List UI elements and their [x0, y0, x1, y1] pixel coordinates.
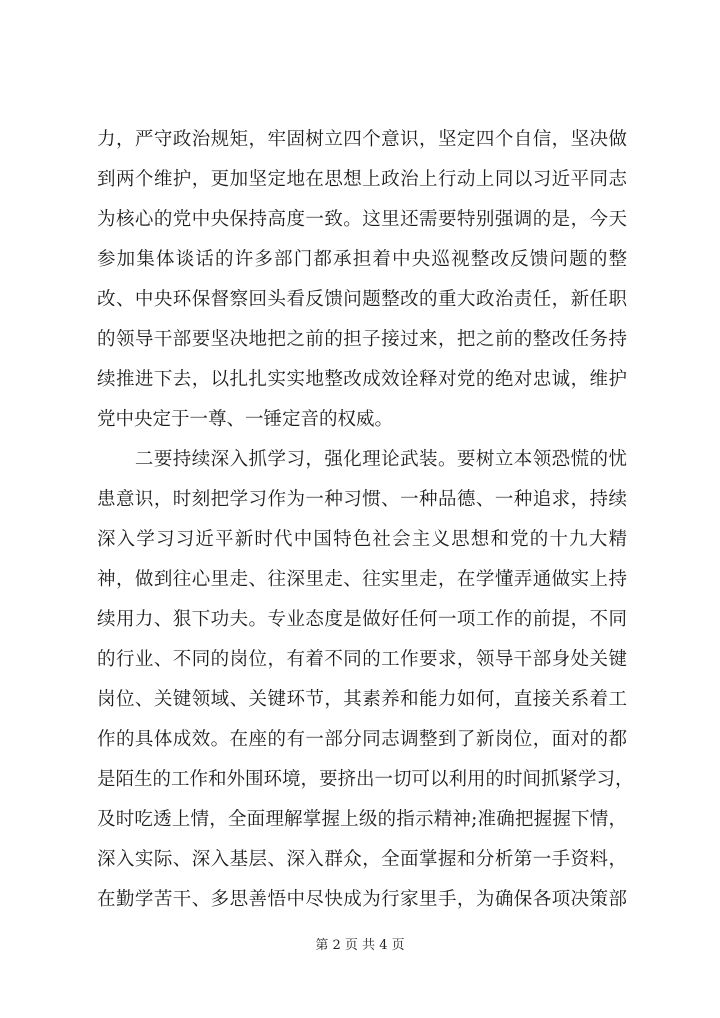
text-line: 岗位、关键领域、关键环节，其素养和能力如何，直接关系着工	[97, 689, 627, 710]
text-line: 力，严守政治规矩，牢固树立四个意识，坚定四个自信，坚决做	[97, 129, 627, 150]
text-line: 患意识，时刻把学习作为一种习惯、一种品德、一种追求，持续	[97, 489, 627, 510]
text-line: 神，做到往心里走、往深里走、往实里走，在学懂弄通做实上持	[97, 569, 627, 590]
text-line: 续推进下去，以扎扎实实地整改成效诠释对党的绝对忠诚，维护	[97, 369, 627, 390]
paragraph-start-line: 二要持续深入抓学习，强化理论武装。要树立本领恐慌的忧	[97, 449, 627, 470]
text-line: 及时吃透上情，全面理解掌握上级的指示精神;准确把握握下情，	[97, 809, 627, 830]
text-line: 的行业、不同的岗位，有着不同的工作要求，领导干部身处关键	[97, 649, 627, 670]
text-line: 的领导干部要坚决地把之前的担子接过来，把之前的整改任务持	[97, 329, 627, 350]
text-line: 是陌生的工作和外围环境，要挤出一切可以利用的时间抓紧学习，	[97, 769, 634, 790]
text-line: 在勤学苦干、多思善悟中尽快成为行家里手，为确保各项决策部	[97, 889, 627, 910]
text-line: 续用力、狠下功夫。专业态度是做好任何一项工作的前提，不同	[97, 609, 627, 630]
text-line: 党中央定于一尊、一锤定音的权威。	[97, 409, 394, 430]
text-line: 深入学习习近平新时代中国特色社会主义思想和党的十九大精	[97, 529, 627, 550]
text-line: 参加集体谈话的许多部门都承担着中央巡视整改反馈问题的整	[97, 249, 627, 270]
text-line: 作的具体成效。在座的有一部分同志调整到了新岗位，面对的都	[97, 729, 627, 750]
text-line: 为核心的党中央保持高度一致。这里还需要特别强调的是，今天	[97, 209, 627, 230]
text-line: 深入实际、深入基层、深入群众，全面掌握和分析第一手资料，	[97, 849, 627, 870]
text-line: 改、中央环保督察回头看反馈问题整改的重大政治责任，新任职	[97, 289, 627, 310]
page-footer: 第 2 页 共 4 页	[315, 938, 405, 953]
text-line: 到两个维护，更加坚定地在思想上政治上行动上同以习近平同志	[97, 169, 627, 190]
